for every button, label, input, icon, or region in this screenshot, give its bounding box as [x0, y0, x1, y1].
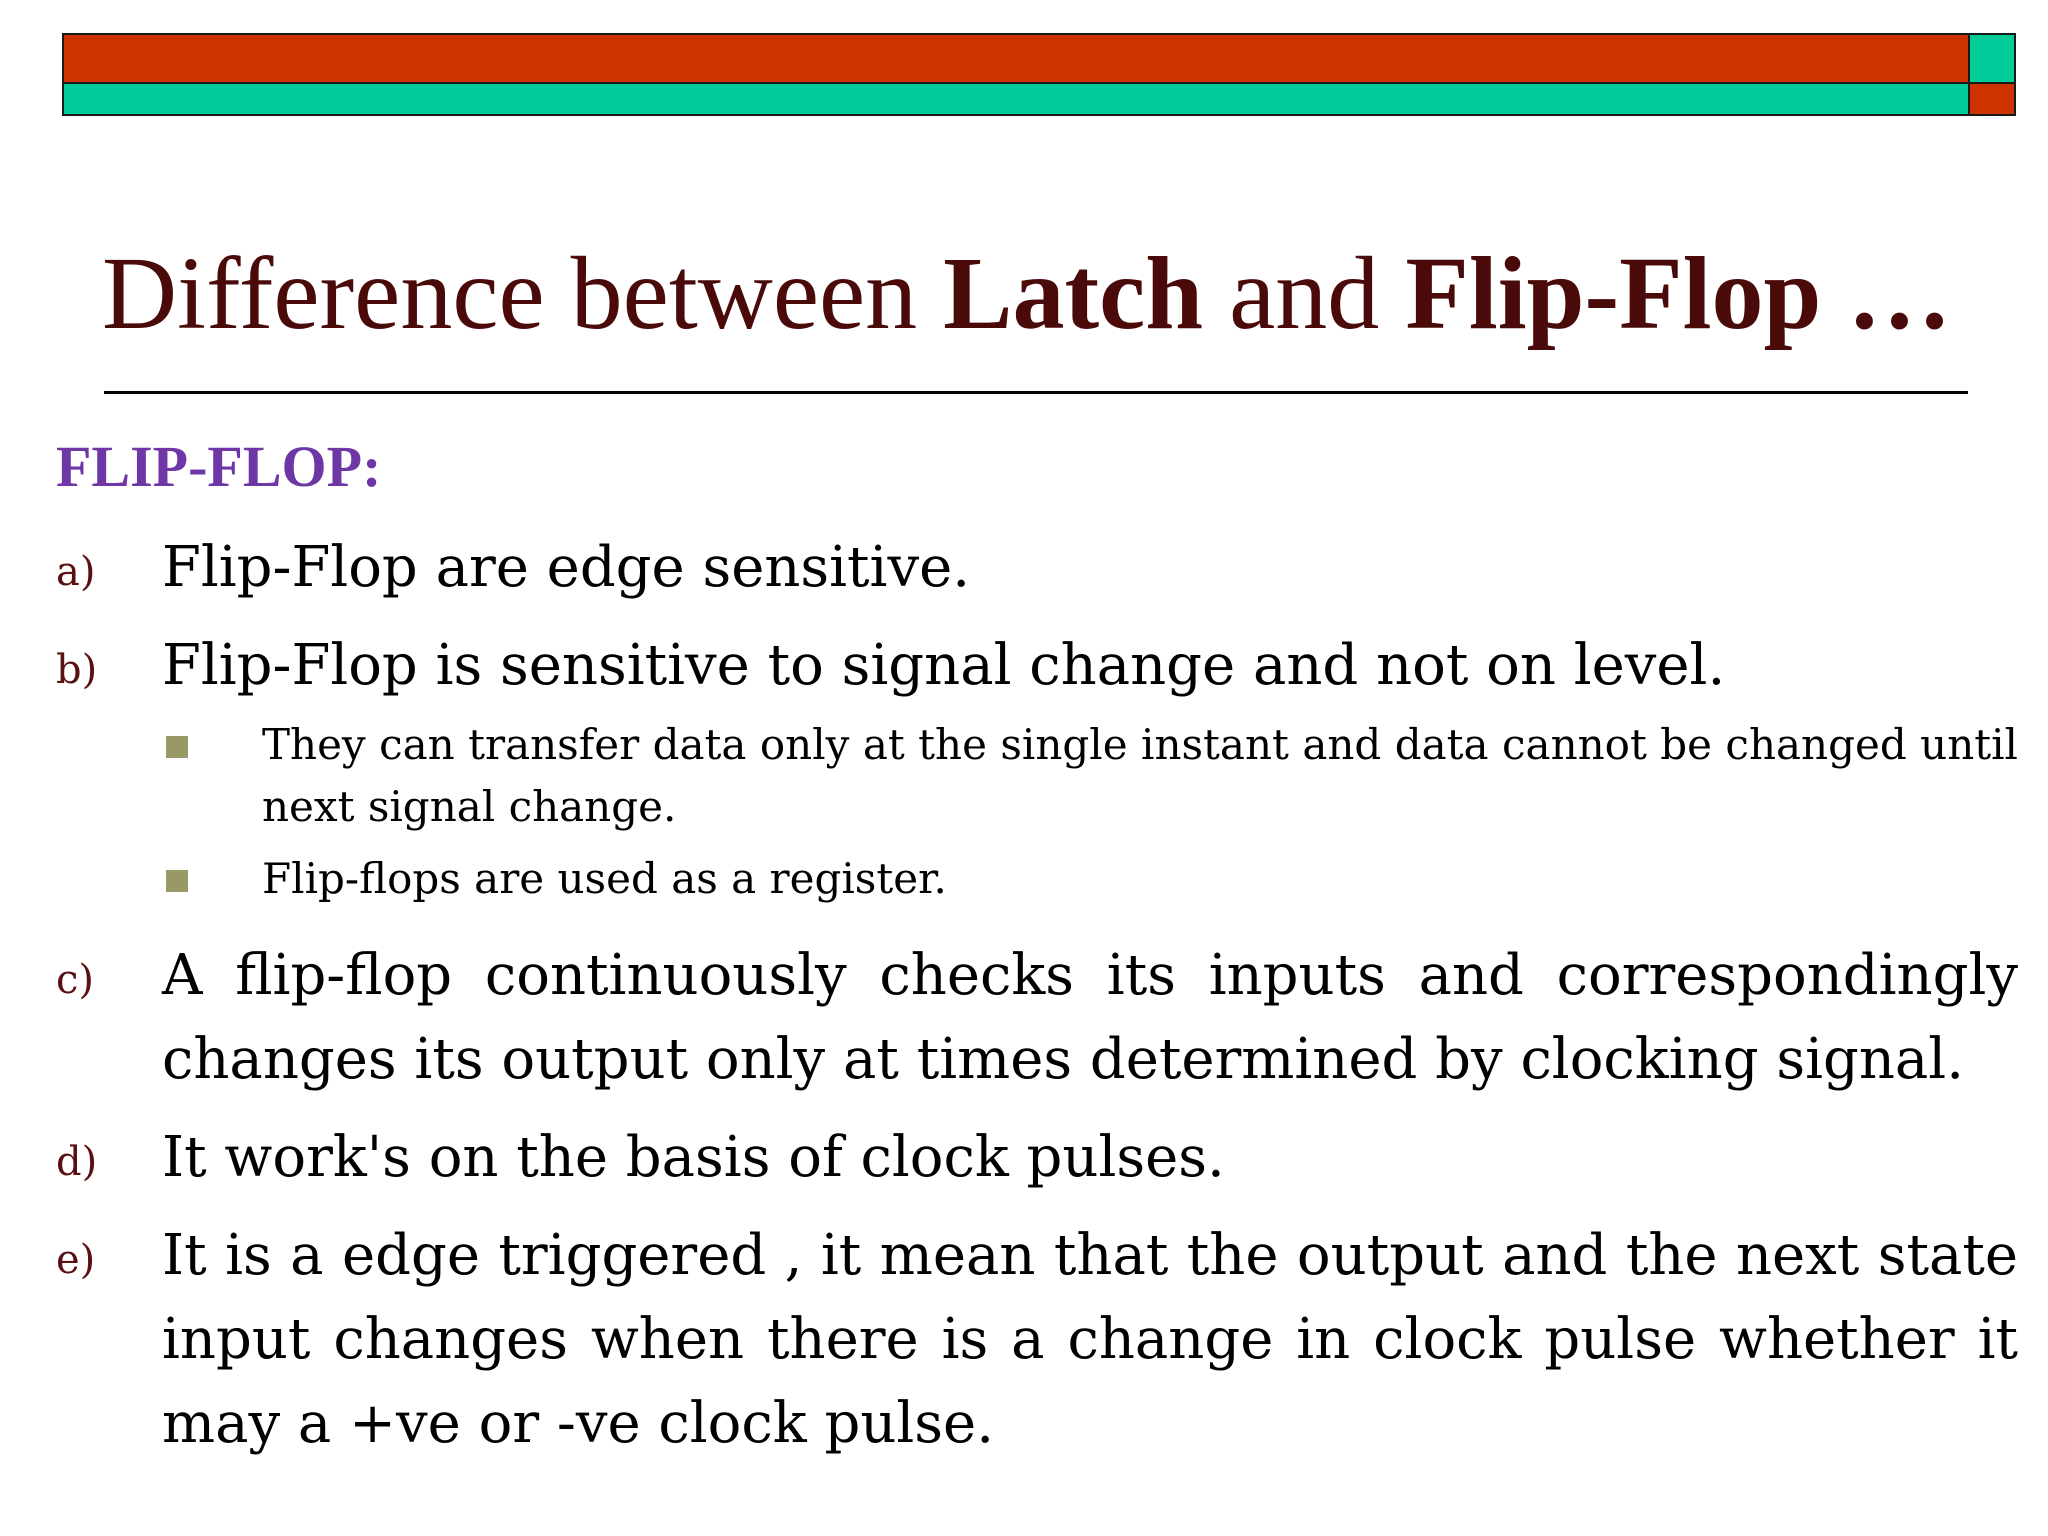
title-text-1: Difference between — [102, 236, 944, 351]
list-marker: d) — [56, 1139, 98, 1185]
list-item-text: It work's on the basis of clock pulses. — [162, 1125, 1225, 1190]
list-item-c — [56, 934, 2018, 1102]
list-marker: b) — [56, 647, 98, 693]
title-text-2: and — [1203, 236, 1406, 351]
sub-list-item — [162, 848, 2018, 910]
section-heading: FLIP-FLOP: — [56, 434, 382, 499]
list-marker: e) — [56, 1237, 96, 1283]
sub-list-item — [162, 714, 2018, 838]
sub-list-item-text: Flip-flops are used as a register. — [262, 854, 947, 903]
list-item-b — [56, 624, 2018, 910]
list-item-text: It is a edge triggered , it mean that the output and the next state input changes when there is a change in clock pulse whether it may a +ve or -ve clock pulse. — [162, 1223, 2018, 1456]
slide-title — [102, 232, 1982, 357]
title-bold-flipflop: Flip-Flop — [1405, 236, 1822, 351]
list-item-text: A flip-flop continuously checks its inputs and correspondingly changes its output only at times determined by clocking signal. — [162, 943, 2018, 1092]
header-bar-teal-cap — [1970, 35, 2014, 84]
list-item-d — [56, 1116, 2018, 1200]
list-item-text: Flip-Flop is sensitive to signal change and not on level. — [162, 633, 1726, 698]
square-bullet-icon — [166, 736, 188, 758]
list-marker: a) — [56, 549, 96, 595]
list-marker: c) — [56, 957, 95, 1003]
list-item-text: Flip-Flop are edge sensitive. — [162, 535, 971, 600]
sub-list — [162, 714, 2018, 910]
header-decor-bar — [62, 33, 2016, 116]
title-bold-latch: Latch — [943, 236, 1204, 351]
header-bar-red-stripe — [64, 35, 1970, 84]
title-ellipsis: … — [1821, 236, 1952, 351]
square-bullet-icon — [166, 870, 188, 892]
sub-list-item-text: They can transfer data only at the single instant and data cannot be changed until next signal change. — [262, 720, 2018, 831]
header-bar-teal-stripe — [64, 84, 1970, 114]
header-bar-red-cap — [1970, 84, 2014, 114]
list-item-e — [56, 1214, 2018, 1466]
title-divider — [104, 391, 1968, 394]
list-item-a — [56, 526, 2018, 610]
content-list — [56, 526, 2018, 1466]
